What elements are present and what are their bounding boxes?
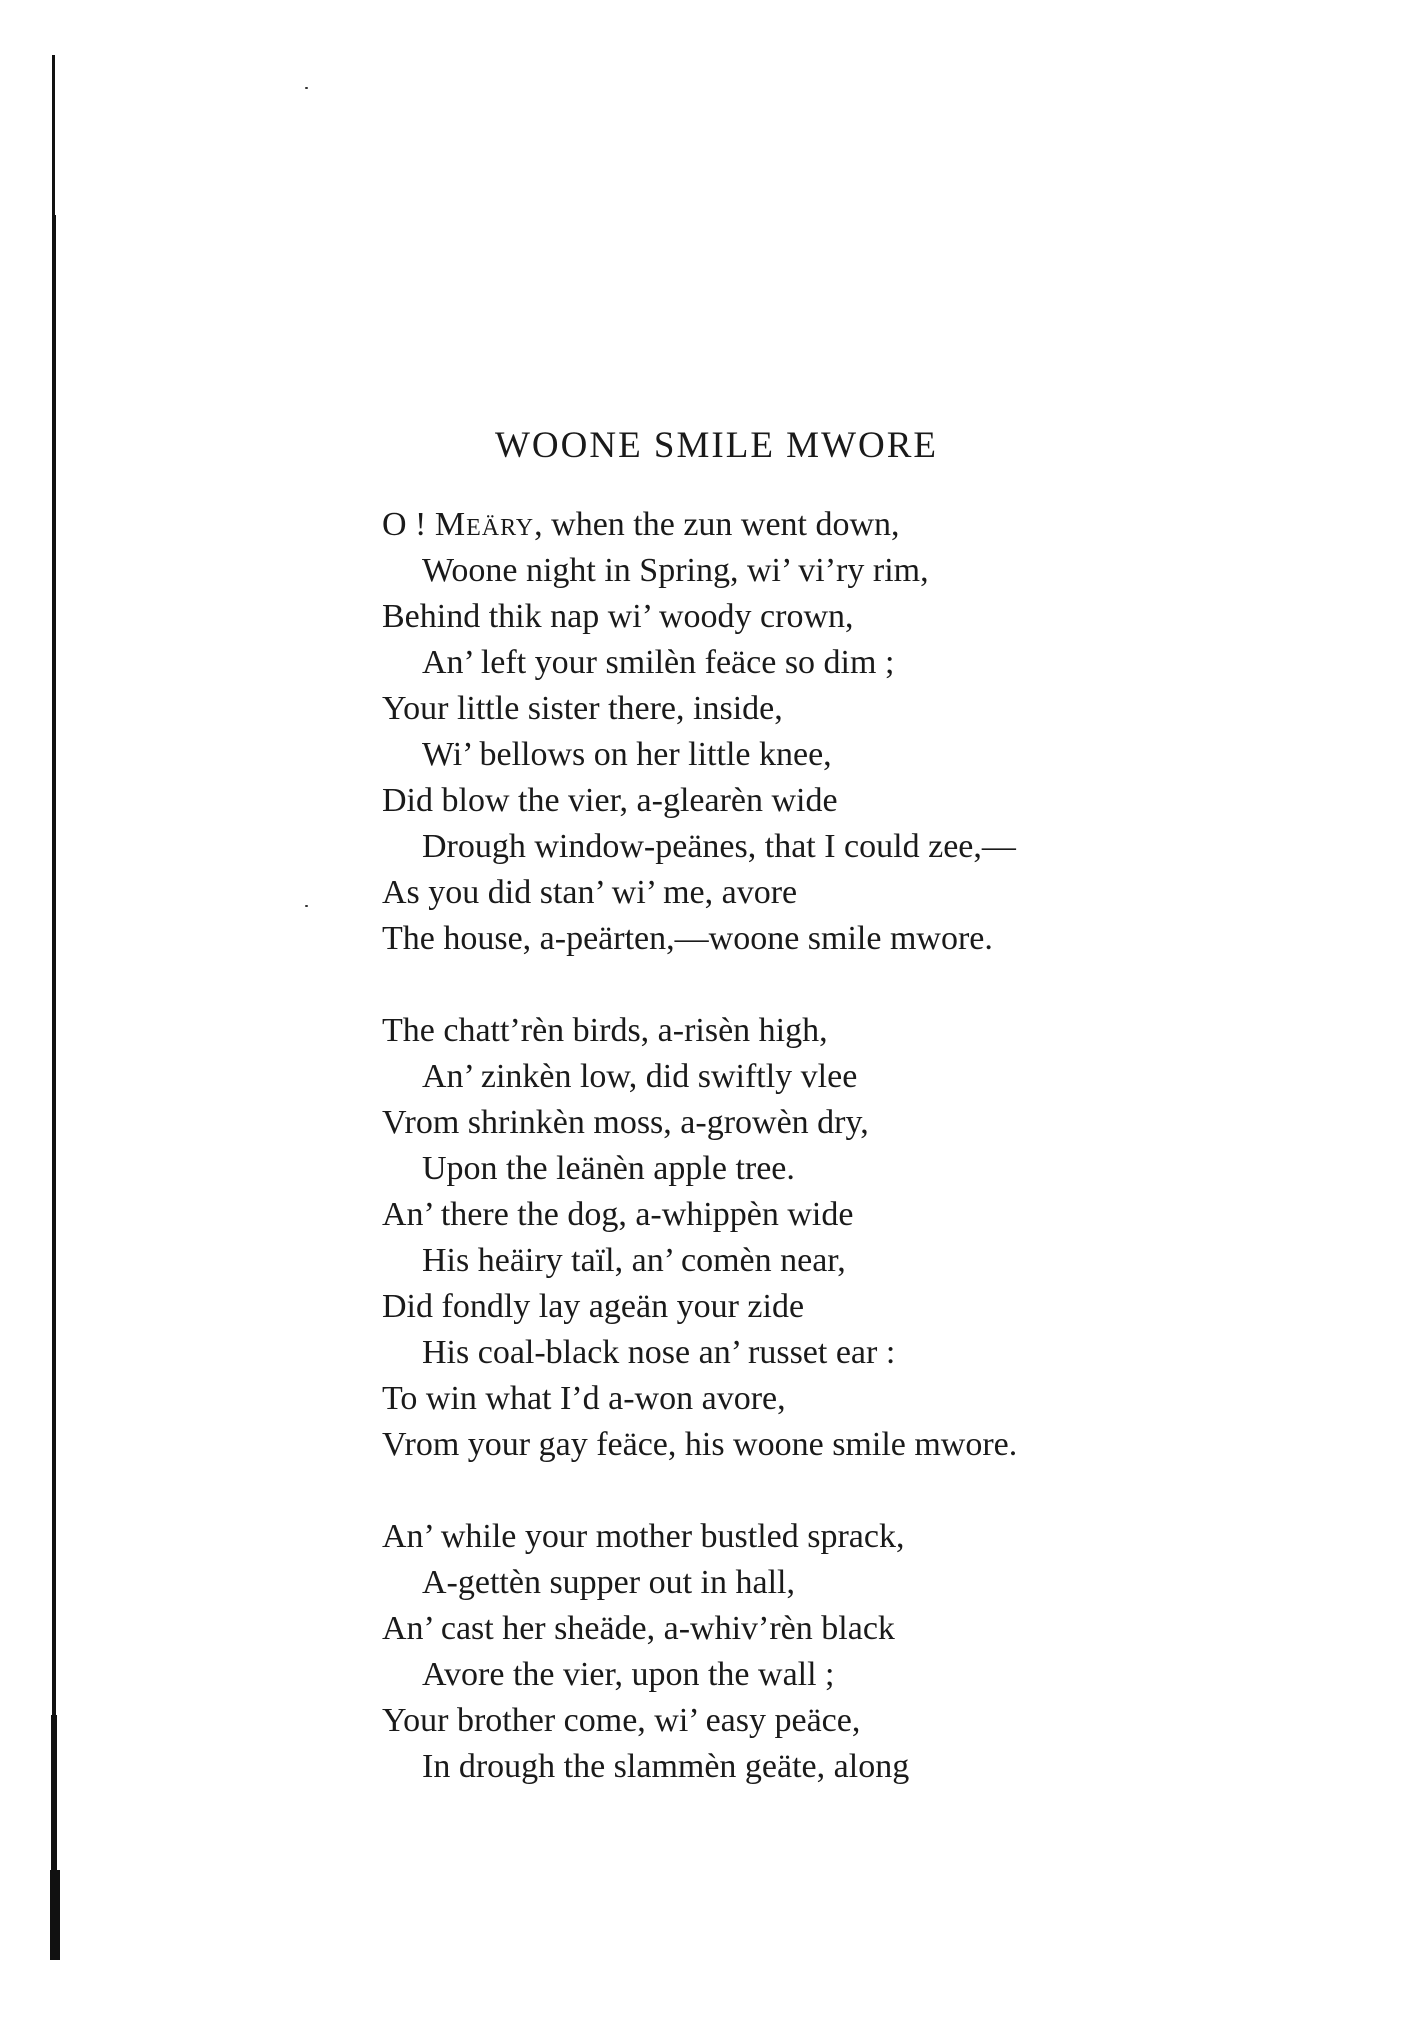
opening-exclamation: O ! bbox=[382, 506, 435, 543]
page-binding-edge bbox=[50, 1870, 60, 1960]
poem-line-opening bbox=[382, 502, 1282, 548]
page-binding-edge bbox=[52, 55, 55, 215]
ink-speck bbox=[305, 87, 308, 89]
poem-line: In drough the slammèn geäte, along bbox=[422, 1748, 910, 1785]
poem-line: A-gettèn supper out in hall, bbox=[422, 1564, 795, 1601]
stanza-3 bbox=[382, 1514, 1282, 1790]
poem-line: Behind thik nap wi’ woody crown, bbox=[382, 598, 854, 635]
poem-line: Your brother come, wi’ easy peäce, bbox=[382, 1702, 861, 1739]
poem-line: His heäiry taïl, an’ comèn near, bbox=[422, 1242, 846, 1279]
poem-line: Did fondly lay ageän your zide bbox=[382, 1288, 805, 1325]
poem-line: The house, a-peärten,—woone smile mwore. bbox=[382, 920, 993, 957]
poem-line: Your little sister there, inside, bbox=[382, 690, 783, 727]
poem-line: As you did stan’ wi’ me, avore bbox=[382, 874, 798, 911]
poem-title: WOONE SMILE MWORE bbox=[494, 425, 938, 466]
poem-line: Woone night in Spring, wi’ vi’ry rim, bbox=[422, 552, 929, 589]
ink-speck bbox=[305, 905, 308, 907]
poem-line: Avore the vier, upon the wall ; bbox=[422, 1656, 835, 1693]
addressee-name: Meäry bbox=[434, 506, 535, 543]
poem-line: The chatt’rèn birds, a-risèn high, bbox=[382, 1012, 828, 1049]
poem-line: An’ zinkèn low, did swiftly vlee bbox=[422, 1058, 858, 1095]
opening-rest: , when the zun went down, bbox=[534, 506, 900, 543]
poem-line: Drough window-peänes, that I could zee,— bbox=[422, 828, 1016, 865]
stanza-1 bbox=[382, 502, 1282, 962]
stanza-2 bbox=[382, 1008, 1282, 1468]
poem-line: An’ while your mother bustled sprack, bbox=[382, 1518, 905, 1555]
poem-line: Upon the leänèn apple tree. bbox=[422, 1150, 795, 1187]
poem-line: Vrom shrinkèn moss, a-growèn dry, bbox=[382, 1104, 869, 1141]
poem-line: His coal-black nose an’ russet ear : bbox=[422, 1334, 896, 1371]
poem-line: To win what I’d a-won avore, bbox=[382, 1380, 786, 1417]
poem-body bbox=[382, 502, 1282, 1836]
poem-line: Wi’ bellows on her little knee, bbox=[422, 736, 832, 773]
poem-line: An’ cast her sheäde, a-whiv’rèn black bbox=[382, 1610, 895, 1647]
poem-line: An’ left your smilèn feäce so dim ; bbox=[422, 644, 895, 681]
poem-line: An’ there the dog, a-whippèn wide bbox=[382, 1196, 854, 1233]
poem-line: Vrom your gay feäce, his woone smile mwore. bbox=[382, 1426, 1018, 1463]
poem-line: Did blow the vier, a-glearèn wide bbox=[382, 782, 838, 819]
